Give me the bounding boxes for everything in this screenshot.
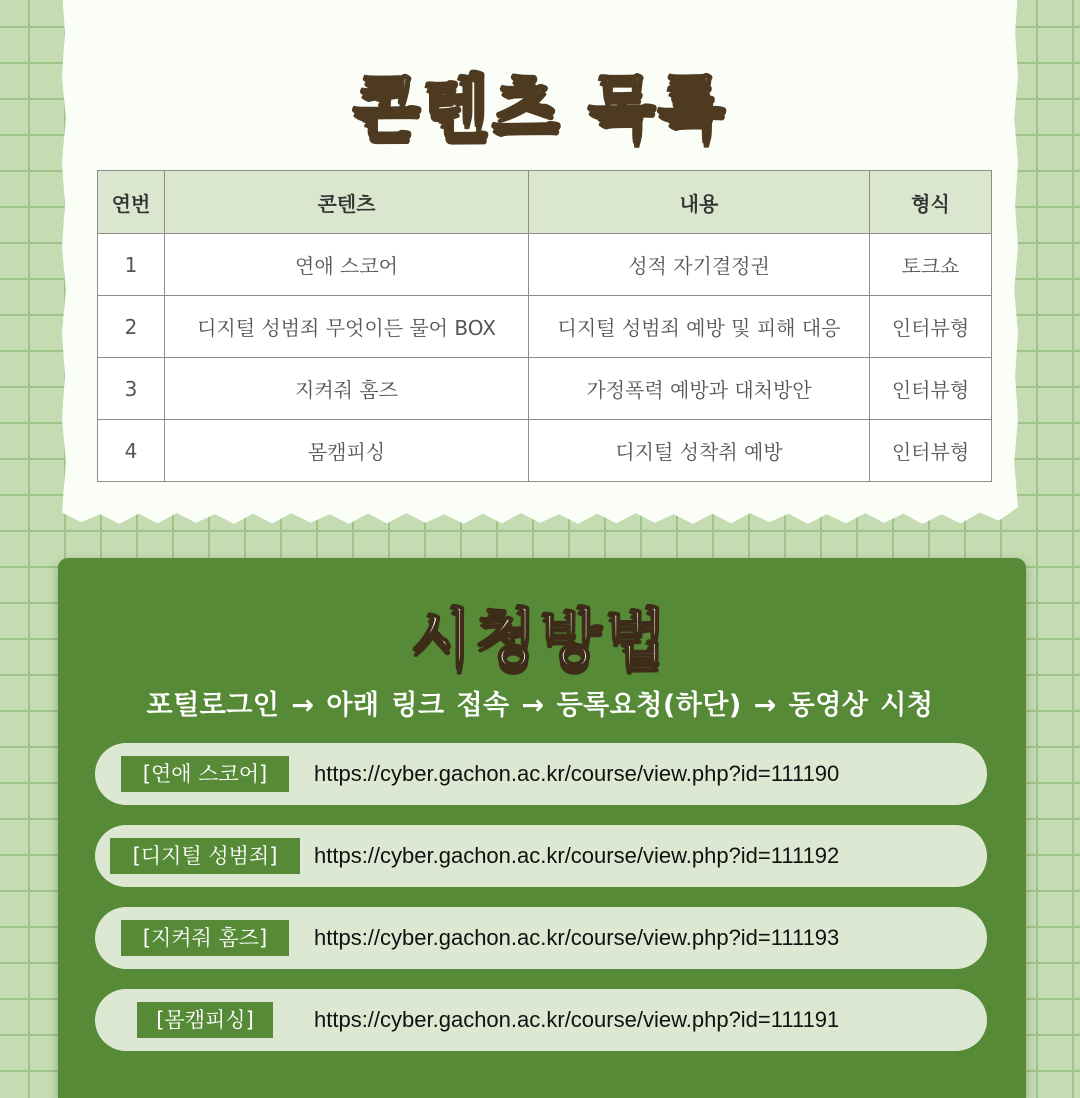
cell-description: 가정폭력 예방과 대처방안 [529, 358, 870, 420]
link-row-bodycam-phishing [95, 989, 987, 1051]
cell-format: 인터뷰형 [870, 296, 992, 358]
contents-table [97, 170, 992, 482]
cell-format: 인터뷰형 [870, 358, 992, 420]
cell-format: 토크쇼 [870, 234, 992, 296]
table-row [98, 234, 992, 296]
cell-content: 디지털 성범죄 무엇이든 물어 BOX [165, 296, 529, 358]
cell-content: 연애 스코어 [165, 234, 529, 296]
contents-title: 콘텐츠 목록 [352, 67, 728, 149]
table-row [98, 420, 992, 482]
header-content: 콘텐츠 [165, 171, 529, 234]
link-row-digital-crime [95, 825, 987, 887]
link-tag: [몸캠피싱] [137, 1002, 273, 1038]
cell-description: 디지털 성착취 예방 [529, 420, 870, 482]
cell-no: 2 [98, 296, 165, 358]
cell-no: 1 [98, 234, 165, 296]
cell-no: 3 [98, 358, 165, 420]
cell-format: 인터뷰형 [870, 420, 992, 482]
cell-no: 4 [98, 420, 165, 482]
course-link[interactable]: https://cyber.gachon.ac.kr/course/view.php?id=111193 [314, 925, 840, 950]
course-link[interactable]: https://cyber.gachon.ac.kr/course/view.php?id=111191 [314, 1007, 840, 1032]
link-tag: [지켜줘 홈즈] [121, 920, 289, 956]
cell-content: 몸캠피싱 [165, 420, 529, 482]
link-row-love-score [95, 743, 987, 805]
viewing-steps: 포털로그인 → 아래 링크 접속 → 등록요청(하단) → 동영상 시청 [146, 690, 934, 721]
link-tag: [디지털 성범죄] [110, 838, 300, 874]
table-row [98, 358, 992, 420]
course-link[interactable]: https://cyber.gachon.ac.kr/course/view.php?id=111192 [314, 843, 840, 868]
link-row-holmes [95, 907, 987, 969]
table-header-row [98, 171, 992, 234]
table-row [98, 296, 992, 358]
header-format: 형식 [870, 171, 992, 234]
viewing-method-title: 시청방법 [410, 603, 670, 677]
header-description: 내용 [529, 171, 870, 234]
header-no: 연번 [98, 171, 165, 234]
course-link[interactable]: https://cyber.gachon.ac.kr/course/view.php?id=111190 [314, 761, 840, 786]
cell-description: 성적 자기결정권 [529, 234, 870, 296]
cell-content: 지켜줘 홈즈 [165, 358, 529, 420]
cell-description: 디지털 성범죄 예방 및 피해 대응 [529, 296, 870, 358]
link-tag: [연애 스코어] [121, 756, 289, 792]
